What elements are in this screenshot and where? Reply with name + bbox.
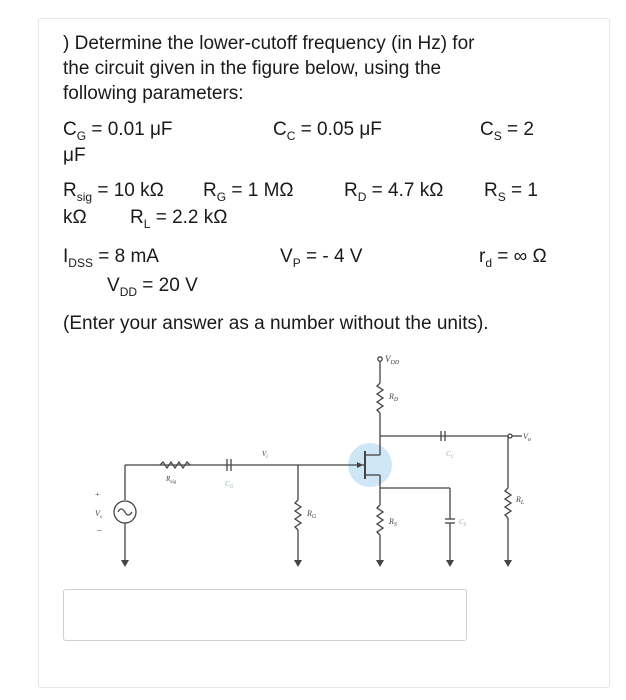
vs-label: $V_s$ xyxy=(95,509,102,520)
vdd-label: $V_{DD}$ xyxy=(385,354,400,366)
instruction-text: (Enter your answer as a number without the units). xyxy=(63,313,489,334)
param-rs-unit: kΩ xyxy=(63,207,87,228)
param-vp: $V_P$ = - 4 V xyxy=(280,246,363,270)
ground-source xyxy=(121,560,129,567)
ground-rg xyxy=(294,560,302,567)
resistor-rg xyxy=(295,500,301,530)
ground-cs xyxy=(446,560,454,567)
param-cc: $C_C = 0.05$ μF xyxy=(273,119,382,143)
param-rd: $R_D = 4.7$ kΩ xyxy=(344,180,444,204)
question-line-2: the circuit given in the figure below, using the xyxy=(63,58,442,79)
cs-label: $C_S$ xyxy=(459,518,467,528)
ground-rs xyxy=(376,560,384,567)
svg-text:+: + xyxy=(95,490,100,499)
param-rl: $R_L = 2.2$ kΩ xyxy=(130,207,228,231)
vi-label: $V_i$ xyxy=(262,450,268,460)
param-vdd: $V_{DD} = 20$ V xyxy=(107,275,198,299)
param-cg: $C_G = 0.01$ μF xyxy=(63,119,173,143)
param-rsig: $R_{sig} = 10$ kΩ xyxy=(63,180,164,204)
cc-label: $C_C$ xyxy=(446,450,455,460)
param-idss: $I_{DSS} = 8$ mA xyxy=(63,246,159,270)
param-cs: $C_S = 2$ xyxy=(480,119,534,143)
resistor-rs xyxy=(377,505,383,535)
rd-label: $R_D$ xyxy=(389,392,399,403)
resistor-rl xyxy=(505,488,511,518)
vo-label: $V_o$ xyxy=(523,432,531,443)
param-rg: $R_G = 1$ MΩ xyxy=(203,180,294,204)
resistor-rd xyxy=(377,383,383,413)
rl-label: $R_L$ xyxy=(516,495,525,506)
rsig-label: $R_{sig}$ xyxy=(166,475,177,485)
svg-text:–: – xyxy=(97,525,102,535)
ground-rl xyxy=(504,560,512,567)
question-line-1: ) Determine the lower-cutoff frequency (in Hz) for xyxy=(63,33,475,54)
vdd-terminal xyxy=(378,357,382,361)
question-line-3: following parameters: xyxy=(63,83,244,104)
param-rd-internal: $r_d$ = ∞ Ω xyxy=(479,246,547,270)
answer-input[interactable] xyxy=(63,589,467,641)
param-rs: $R_S = 1$ xyxy=(484,180,538,204)
param-cs-unit: μF xyxy=(63,145,86,166)
rs-label: $R_S$ xyxy=(389,517,397,528)
rg-label: $R_G$ xyxy=(307,509,317,520)
cg-label: $C_G$ xyxy=(225,480,234,490)
